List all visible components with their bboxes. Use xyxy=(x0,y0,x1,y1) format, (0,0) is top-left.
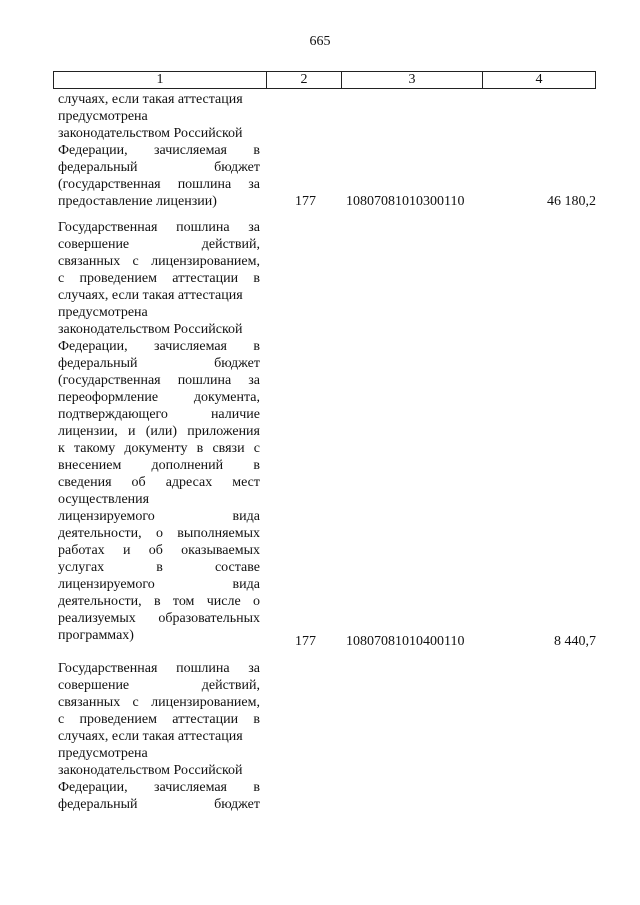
budget-classification-code: 10807081010300110 xyxy=(346,194,465,209)
amount: 8 440,7 xyxy=(554,634,596,649)
row-description xyxy=(58,219,260,644)
description-line: Федерации, зачисляемая в xyxy=(58,143,260,158)
description-line: подтверждающего наличие xyxy=(58,407,260,422)
row-description xyxy=(58,91,260,210)
description-line: работах и об оказываемых xyxy=(58,543,260,558)
description-line: предусмотрена xyxy=(58,305,148,320)
description-line: предоставление лицензии) xyxy=(58,194,217,209)
table-row xyxy=(58,91,596,210)
description-line: связанных с лицензированием, xyxy=(58,695,260,710)
description-line: лицензируемого вида xyxy=(58,577,260,592)
description-line: федеральный бюджет xyxy=(58,356,260,371)
description-line: законодательством Российской xyxy=(58,322,243,337)
description-line: предусмотрена xyxy=(58,109,148,124)
description-line: программах) xyxy=(58,628,134,643)
description-line: федеральный бюджет xyxy=(58,797,260,812)
description-line: внесением дополнений в xyxy=(58,458,260,473)
description-line: осуществления xyxy=(58,492,150,507)
description-line: сведения об адресах мест xyxy=(58,475,260,490)
description-line: переоформление документа, xyxy=(58,390,260,405)
admin-code: 177 xyxy=(295,194,316,209)
description-line: с проведением аттестации в xyxy=(58,712,260,727)
description-line: лицензируемого вида xyxy=(58,509,260,524)
description-line: реализуемых образовательных xyxy=(58,611,260,626)
row-description xyxy=(58,660,260,813)
column-header-3: 3 xyxy=(341,72,482,88)
column-header-1: 1 xyxy=(156,72,164,87)
description-line: деятельности, в том числе о xyxy=(58,594,260,609)
description-line: законодательством Российской xyxy=(58,126,243,141)
description-line: совершение действий, xyxy=(58,678,260,693)
description-line: к такому документу в связи с xyxy=(58,441,260,456)
description-line: случаях, если такая аттестация xyxy=(58,729,243,744)
description-line: случаях, если такая аттестация xyxy=(58,92,243,107)
description-line: услугах в составе xyxy=(58,560,260,575)
description-line: связанных с лицензированием, xyxy=(58,254,260,269)
description-line: Государственная пошлина за xyxy=(58,661,260,676)
admin-code: 177 xyxy=(295,634,316,649)
column-header-4: 4 xyxy=(482,72,595,88)
budget-classification-code: 10807081010400110 xyxy=(346,634,465,649)
description-line: Федерации, зачисляемая в xyxy=(58,339,260,354)
description-line: деятельности, о выполняемых xyxy=(58,526,260,541)
description-line: случаях, если такая аттестация xyxy=(58,288,243,303)
column-header-2: 2 xyxy=(266,72,341,88)
description-line: предусмотрена xyxy=(58,746,148,761)
description-line: лицензии, и (или) приложения xyxy=(58,424,260,439)
description-line: Государственная пошлина за xyxy=(58,220,260,235)
description-line: (государственная пошлина за xyxy=(58,177,260,192)
table-row xyxy=(58,219,596,649)
description-line: с проведением аттестации в xyxy=(58,271,260,286)
amount: 46 180,2 xyxy=(547,194,596,209)
description-line: законодательством Российской xyxy=(58,763,243,778)
description-line: совершение действий, xyxy=(58,237,260,252)
description-line: Федерации, зачисляемая в xyxy=(58,780,260,795)
table-row xyxy=(58,660,596,813)
page-number: 665 xyxy=(309,34,331,49)
description-line: (государственная пошлина за xyxy=(58,373,260,388)
description-line: федеральный бюджет xyxy=(58,160,260,175)
table-header xyxy=(53,71,596,89)
